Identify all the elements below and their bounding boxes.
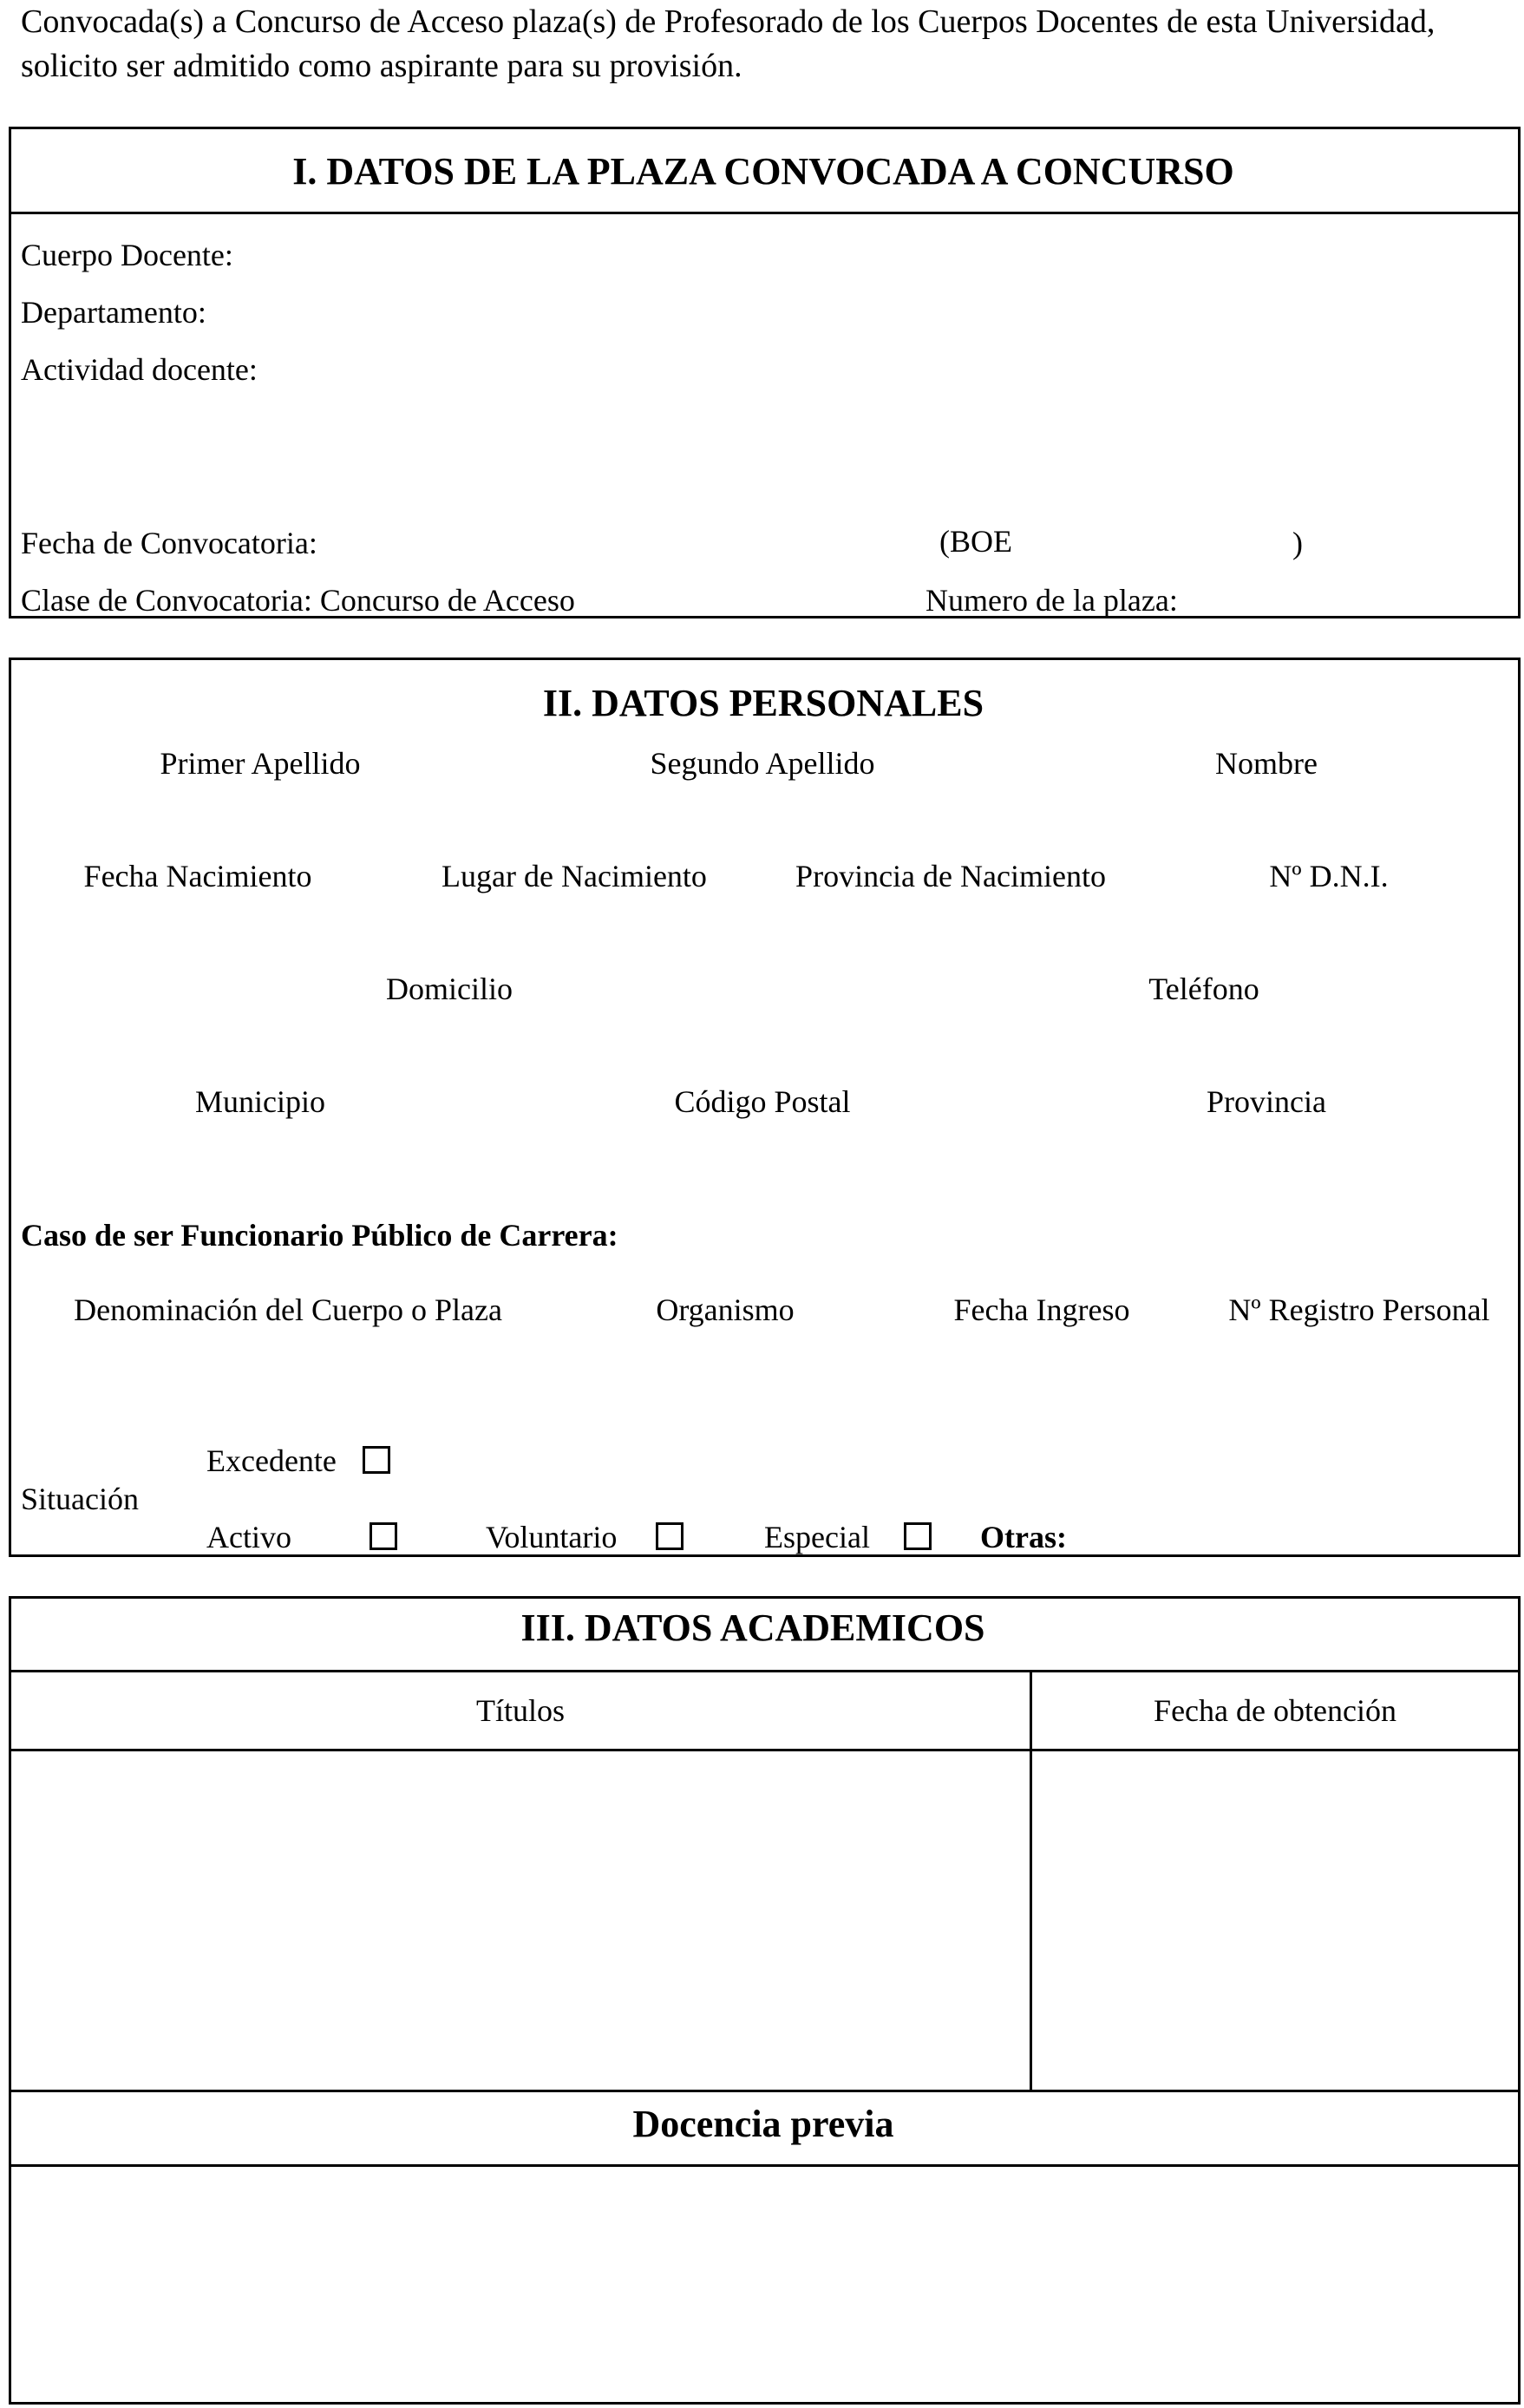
organismo-label: Organismo — [656, 1292, 795, 1327]
municipio-label: Municipio — [195, 1084, 325, 1119]
primer-apellido-label: Primer Apellido — [160, 746, 361, 781]
voluntario-label: Voluntario — [486, 1520, 618, 1554]
activo-label: Activo — [206, 1520, 291, 1554]
section-plaza-divider — [9, 212, 1521, 214]
registro-personal-label: Nº Registro Personal — [1228, 1292, 1490, 1327]
section-academicos-title: III. DATOS ACADEMICOS — [520, 1606, 985, 1649]
departamento-label: Departamento: — [21, 295, 206, 330]
academicos-header-divider — [9, 1749, 1521, 1751]
funcionario-heading: Caso de ser Funcionario Público de Carrera: — [21, 1218, 618, 1253]
voluntario-checkbox[interactable] — [656, 1522, 684, 1550]
intro-paragraph: Convocada(s) a Concurso de Acceso plaza(s) de Profesorado de los Cuerpos Docentes de esta Universidad, solicito ser admitido como aspirante para su provisión. — [21, 3, 1436, 84]
situacion-label: Situación — [21, 1482, 139, 1516]
domicilio-label: Domicilio — [386, 972, 513, 1006]
fecha-ingreso-label: Fecha Ingreso — [953, 1292, 1130, 1327]
excedente-checkbox[interactable] — [363, 1446, 390, 1474]
docencia-top-divider — [9, 2090, 1521, 2092]
fecha-nacimiento-label: Fecha Nacimiento — [83, 859, 312, 893]
fecha-obtencion-header: Fecha de obtención — [1154, 1693, 1396, 1728]
excedente-label: Excedente — [206, 1443, 337, 1478]
activo-checkbox[interactable] — [370, 1522, 397, 1550]
academicos-column-divider — [1030, 1670, 1032, 2090]
academicos-title-divider — [9, 1670, 1521, 1672]
nombre-label: Nombre — [1215, 746, 1318, 781]
denominacion-label: Denominación del Cuerpo o Plaza — [74, 1292, 502, 1327]
especial-checkbox[interactable] — [904, 1522, 932, 1550]
docencia-previa-title: Docencia previa — [632, 2103, 894, 2145]
fecha-convocatoria-label: Fecha de Convocatoria: — [21, 526, 317, 560]
cuerpo-docente-label: Cuerpo Docente: — [21, 238, 233, 272]
clase-convocatoria-label: Clase de Convocatoria: Concurso de Acceso — [21, 583, 575, 618]
boe-close-label: ) — [1292, 526, 1303, 560]
section-personales-title: II. DATOS PERSONALES — [542, 682, 984, 724]
otras-label: Otras: — [980, 1520, 1067, 1554]
docencia-bottom-divider — [9, 2164, 1521, 2167]
titulos-header: Títulos — [475, 1693, 566, 1728]
especial-label: Especial — [764, 1520, 870, 1554]
section-plaza-title: I. DATOS DE LA PLAZA CONVOCADA A CONCURSO — [292, 150, 1234, 193]
dni-label: Nº D.N.I. — [1269, 859, 1389, 893]
telefono-label: Teléfono — [1148, 972, 1259, 1006]
boe-label: (BOE — [939, 524, 1012, 559]
provincia-nacimiento-label: Provincia de Nacimiento — [795, 859, 1106, 893]
provincia-label: Provincia — [1207, 1084, 1326, 1119]
numero-plaza-label: Numero de la plaza: — [926, 583, 1178, 618]
lugar-nacimiento-label: Lugar de Nacimiento — [442, 859, 707, 893]
actividad-docente-label: Actividad docente: — [21, 352, 258, 387]
codigo-postal-label: Código Postal — [674, 1084, 851, 1119]
segundo-apellido-label: Segundo Apellido — [650, 746, 875, 781]
